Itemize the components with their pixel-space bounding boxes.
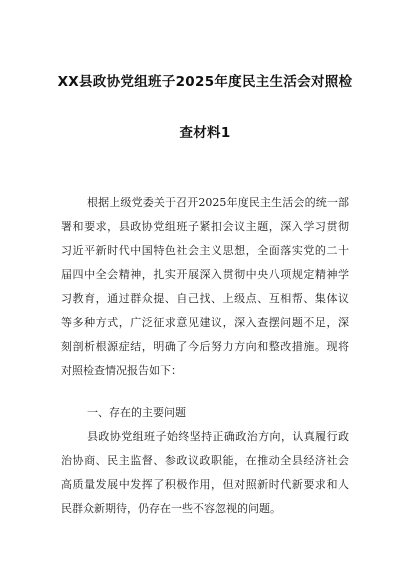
section-heading: 一、存在的主要问题 [87, 406, 186, 419]
intro-line: 届四中全会精神，扎实开展深入贯彻中央八项规定精神学 [61, 268, 349, 281]
section-line: 治协商、民主监督、参政议政职能，在推动全县经济社会 [61, 454, 349, 467]
document-title-line-2: 查材料1 [179, 125, 231, 141]
intro-line: 等多种方式，广泛征求意见建议，深入查摆问题不足，深 [61, 316, 349, 329]
intro-line: 习教育，通过群众提、自己找、上级点、互相帮、集体议 [61, 292, 349, 305]
intro-line: 习近平新时代中国特色社会主义思想，全面落实党的二十 [61, 244, 349, 257]
intro-line: 对照检查情况报告如下： [61, 364, 182, 377]
section-line: 县政协党组班子始终坚持正确政治方向，认真履行政 [87, 430, 349, 443]
document-title-line-1: XX县政协党组班子2025年度民主生活会对照检 [57, 74, 353, 90]
intro-line: 根据上级党委关于召开2025年度民主生活会的统一部 [87, 196, 349, 209]
intro-line: 刻剖析根源症结，明确了今后努力方向和整改措施。现将 [61, 340, 349, 353]
intro-line: 署和要求，县政协党组班子紧扣会议主题，深入学习贯彻 [61, 220, 349, 233]
section-line: 民群众新期待，仍存在一些不容忽视的问题。 [61, 502, 281, 515]
section-line: 高质量发展中发挥了积极作用，但对照新时代新要求和人 [61, 478, 349, 491]
